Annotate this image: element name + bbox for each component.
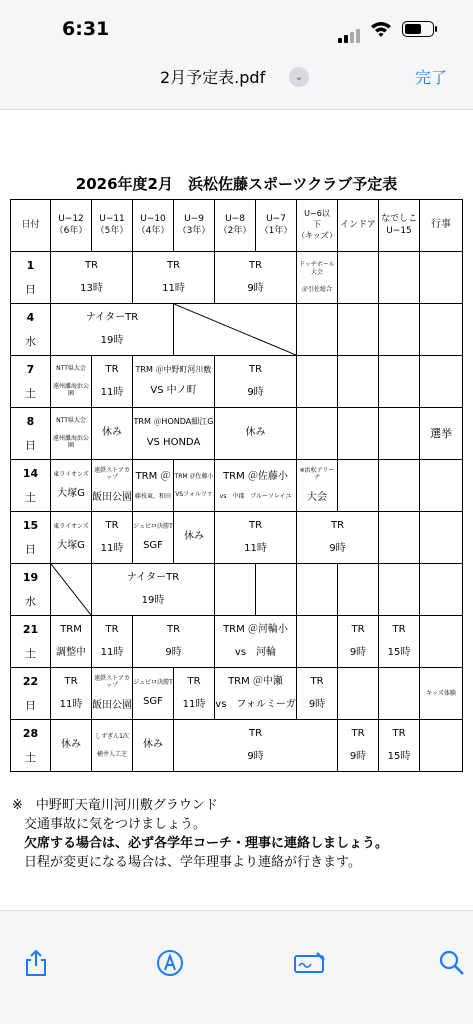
header-u6: U−6以 下 （キッズ） — [297, 200, 338, 252]
done-button[interactable]: 完了 — [415, 68, 448, 87]
header-u11: U−11 （5年） — [92, 200, 133, 252]
note-change: 日程が変更になる場合は、学年理事より連絡が行きます。 — [24, 855, 361, 870]
schedule-cell: TRM 調整中 — [51, 616, 92, 668]
schedule-cell — [420, 252, 463, 304]
no-practice-cell — [51, 564, 92, 616]
schedule-cell — [338, 252, 379, 304]
table-row — [11, 460, 463, 512]
schedule-cell — [338, 668, 379, 720]
schedule-cell: 休み — [174, 512, 215, 564]
schedule-cell — [379, 304, 420, 356]
schedule-cell: TRM ＠中瀬 vs フォルミーガ — [215, 668, 297, 720]
schedule-cell: TR 9時 — [215, 356, 297, 408]
schedule-cell — [379, 252, 420, 304]
schedule-cell — [379, 356, 420, 408]
table-row — [11, 408, 463, 460]
schedule-cell — [297, 408, 338, 460]
event-cell: 選挙 — [420, 408, 463, 460]
table-row — [11, 512, 463, 564]
schedule-cell: ナイターTR 19時 — [51, 304, 174, 356]
schedule-cell: ナイターTR 19時 — [92, 564, 215, 616]
status-bar — [0, 0, 473, 52]
header-u9: U−9 （3年） — [174, 200, 215, 252]
schedule-cell — [420, 356, 463, 408]
schedule-cell — [297, 616, 338, 668]
table-row — [11, 668, 463, 720]
schedule-cell — [379, 668, 420, 720]
schedule-cell: ドッヂボール大会 ＠引佐総合 — [297, 252, 338, 304]
schedule-cell — [215, 564, 256, 616]
date-cell: 19 水 — [11, 564, 51, 616]
schedule-cell: ジュビロ決勝T SGF — [133, 668, 174, 720]
schedule-cell — [297, 564, 338, 616]
schedule-cell: TR 9時 — [215, 252, 297, 304]
schedule-cell: TR 11時 — [92, 512, 133, 564]
date-cell: 7 土 — [11, 356, 51, 408]
header-date: 日付 — [11, 200, 51, 252]
schedule-cell: TR 9時 — [297, 668, 338, 720]
date-cell: 8 日 — [11, 408, 51, 460]
schedule-cell — [420, 304, 463, 356]
date-cell: 22 日 — [11, 668, 51, 720]
header-u8: U−8 （2年） — [215, 200, 256, 252]
schedule-cell: ※浜松アリーナ 大会 — [297, 460, 338, 512]
schedule-cell — [379, 408, 420, 460]
schedule-cell: TR 9時 — [297, 512, 379, 564]
schedule-cell: 休み — [92, 408, 133, 460]
wifi-icon — [370, 20, 392, 38]
document-title[interactable]: 2月予定表.pdf — [160, 68, 266, 87]
cellular-signal-icon — [338, 24, 362, 43]
schedule-cell: 東ライオンズ 大塚G — [51, 512, 92, 564]
schedule-title: 2026年度2月 浜松佐藤スポーツクラブ予定表 — [75, 175, 398, 193]
table-row — [11, 252, 463, 304]
nav-bar — [0, 52, 473, 110]
schedule-cell: TR 15時 — [379, 616, 420, 668]
schedule-cell: TR 11時 — [133, 252, 215, 304]
schedule-cell: TR 11時 — [174, 668, 215, 720]
schedule-cell: TR 9時 — [174, 720, 338, 772]
schedule-table — [10, 199, 463, 772]
pdf-page — [0, 110, 473, 910]
chevron-down-icon[interactable]: ⌄ — [289, 67, 309, 87]
date-cell: 4 水 — [11, 304, 51, 356]
search-icon[interactable] — [438, 949, 466, 977]
no-practice-cell — [174, 304, 297, 356]
note-traffic: 交通事故に気をつけましょう。 — [24, 817, 207, 832]
schedule-cell: TR 15時 — [379, 720, 420, 772]
share-icon[interactable] — [22, 949, 50, 977]
diagonal-strike — [174, 304, 296, 355]
table-row — [11, 304, 463, 356]
schedule-cell: TR 9時 — [133, 616, 215, 668]
schedule-cell — [297, 356, 338, 408]
schedule-cell: TRM ＠ 藤枝東、和田 — [133, 460, 174, 512]
header-u10: U−10 （4年） — [133, 200, 174, 252]
schedule-cell: TRM ＠佐藤小 vs 中郡 ブルーソレイユ — [215, 460, 297, 512]
schedule-cell: TRM ＠佐藤小 VSフォルツァ — [174, 460, 215, 512]
schedule-cell: 遠鉄ストアカップ 飯田公園 — [92, 460, 133, 512]
table-row — [11, 720, 463, 772]
schedule-cell: NTT県大会 遠州灘海浜公園 — [51, 408, 92, 460]
schedule-cell — [338, 408, 379, 460]
schedule-cell — [338, 460, 379, 512]
schedule-cell — [420, 720, 463, 772]
date-cell: 21 土 — [11, 616, 51, 668]
date-cell: 1 日 — [11, 252, 51, 304]
schedule-cell: NTT県大会 遠州灘海浜公園 — [51, 356, 92, 408]
schedule-cell: TRM ＠河輪小 vs 河輪 — [215, 616, 297, 668]
note-ground: ※ 中野町天竜川河川敷グラウンド — [12, 798, 218, 813]
schedule-cell: 遠鉄ストアカップ 飯田公園 — [92, 668, 133, 720]
schedule-cell: TRM ＠中野町河川敷 VS 中ノ町 — [133, 356, 215, 408]
header-event: 行事 — [420, 200, 463, 252]
schedule-cell: TR 9時 — [338, 720, 379, 772]
header-row — [11, 200, 463, 252]
schedule-cell: TR 11時 — [92, 356, 133, 408]
bottom-toolbar — [0, 910, 473, 1024]
schedule-cell: TRM ＠HONDA細江G VS HONDA — [133, 408, 215, 460]
schedule-cell: TR 11時 — [92, 616, 133, 668]
schedule-cell — [338, 304, 379, 356]
schedule-cell — [338, 356, 379, 408]
table-row — [11, 616, 463, 668]
schedule-cell — [297, 304, 338, 356]
schedule-cell: TR 11時 — [215, 512, 297, 564]
diagonal-strike — [51, 564, 91, 615]
schedule-cell: 休み — [215, 408, 297, 460]
schedule-cell: TR 11時 — [51, 668, 92, 720]
schedule-cell — [338, 564, 379, 616]
schedule-cell: 東ライオンズ 大塚G — [51, 460, 92, 512]
schedule-cell — [420, 616, 463, 668]
markup-icon[interactable] — [156, 949, 184, 977]
schedule-cell: しずぎん1次 横井人工芝 — [92, 720, 133, 772]
schedule-cell — [379, 512, 420, 564]
header-indoor: インドア — [338, 200, 379, 252]
note-absence: 欠席する場合は、必ず各学年コーチ・理事に連絡しましょう。 — [24, 836, 389, 851]
schedule-cell: ジュビロ決勝T SGF — [133, 512, 174, 564]
table-row — [11, 564, 463, 616]
schedule-cell: 休み — [133, 720, 174, 772]
header-u7: U−7 （1年） — [256, 200, 297, 252]
notes — [12, 796, 388, 872]
date-cell: 14 土 — [11, 460, 51, 512]
schedule-cell: TR 13時 — [51, 252, 133, 304]
schedule-cell — [379, 564, 420, 616]
schedule-cell: 休み — [51, 720, 92, 772]
status-time: 6:31 — [62, 18, 110, 40]
header-u12: U−12 （6年） — [51, 200, 92, 252]
date-cell: 15 日 — [11, 512, 51, 564]
schedule-cell — [420, 460, 463, 512]
table-row — [11, 356, 463, 408]
schedule-cell — [379, 460, 420, 512]
header-nadeshiko: なでしこ U−15 — [379, 200, 420, 252]
event-cell: キッズ体験 — [420, 668, 463, 720]
schedule-cell: TR 9時 — [338, 616, 379, 668]
date-cell: 28 土 — [11, 720, 51, 772]
signature-icon[interactable] — [293, 949, 327, 977]
schedule-cell — [256, 564, 297, 616]
battery-icon — [402, 21, 434, 37]
schedule-cell — [420, 564, 463, 616]
schedule-cell — [420, 512, 463, 564]
